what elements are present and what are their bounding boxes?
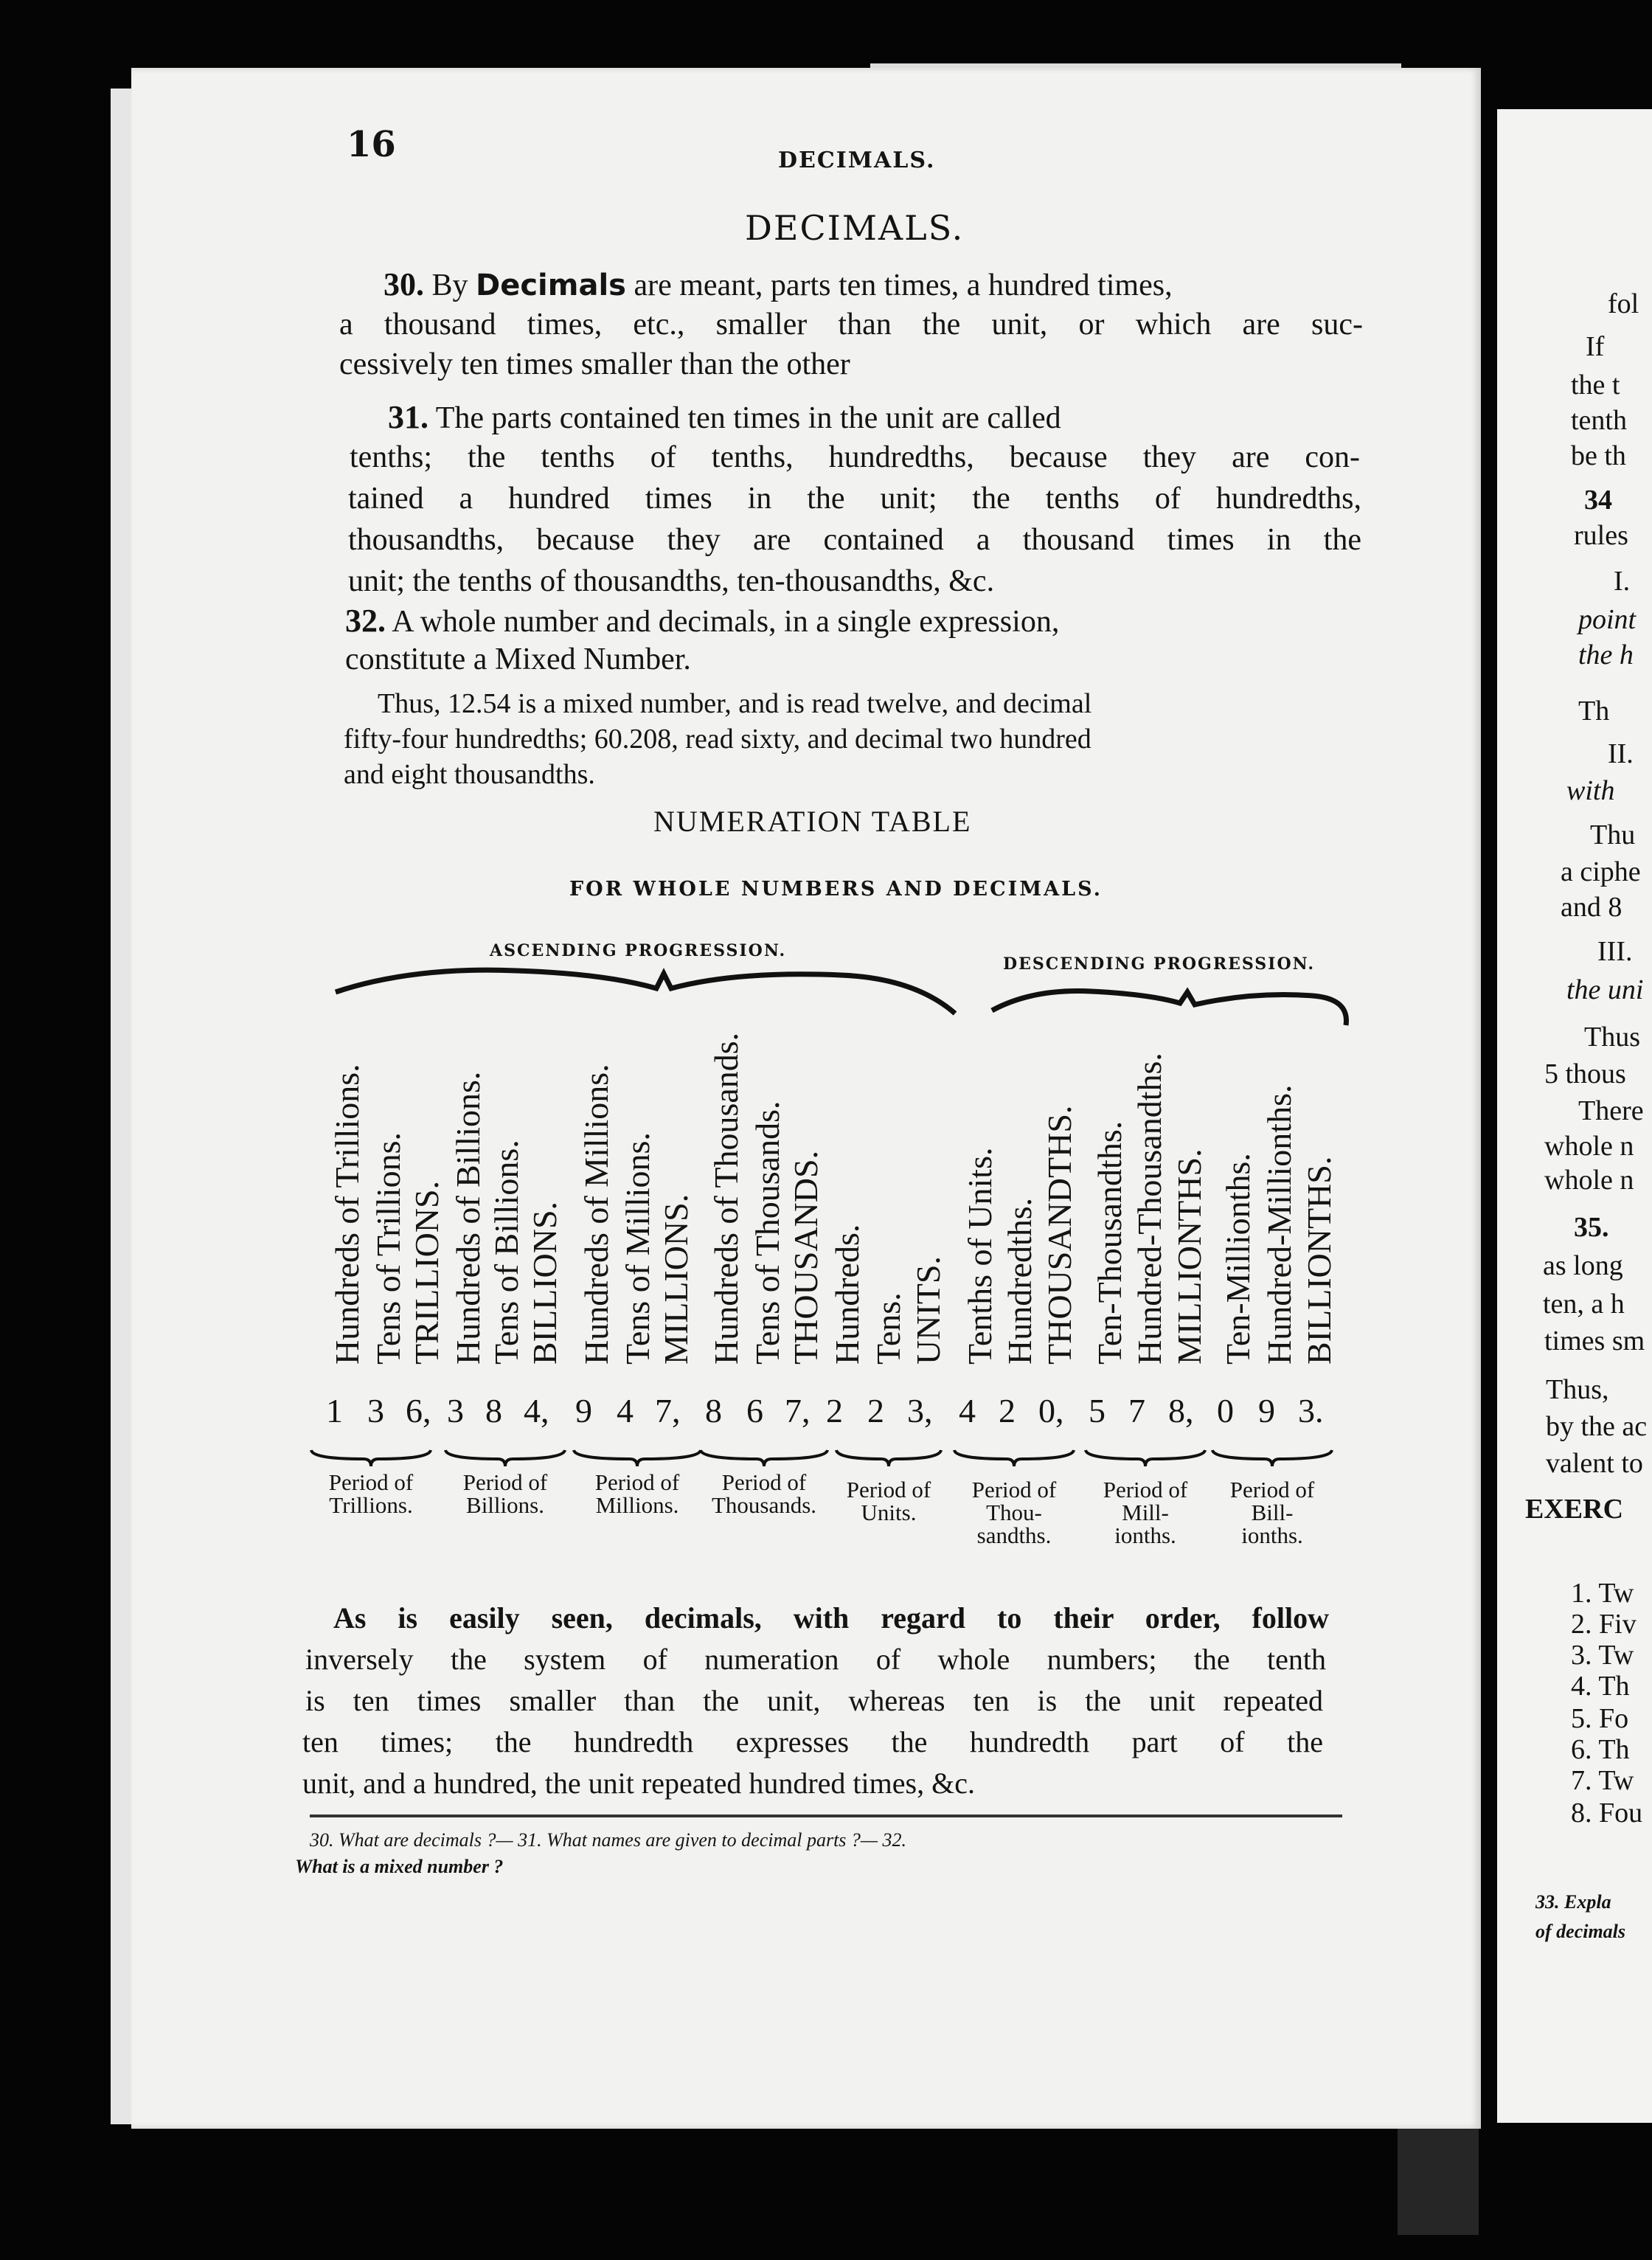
right-page-line: If xyxy=(1586,331,1605,362)
digit: 0 xyxy=(1217,1392,1234,1429)
column-label: Hundredths. xyxy=(1001,1197,1038,1365)
term-decimals: Decimals xyxy=(476,268,626,302)
example-line-3: and eight thousandths. xyxy=(344,759,595,790)
period-brace xyxy=(833,1447,944,1469)
period-label-line: Period of xyxy=(328,1469,414,1495)
digit: 4, xyxy=(524,1392,549,1429)
digit: 2 xyxy=(999,1392,1016,1429)
right-page-line: Thus, xyxy=(1546,1374,1609,1405)
right-page-line: whole n xyxy=(1544,1131,1634,1162)
right-page-line: be th xyxy=(1571,440,1626,471)
right-page-line: fol xyxy=(1608,288,1639,319)
column-label: Tenths of Units. xyxy=(961,1147,999,1365)
period-label-line: ionths. xyxy=(1114,1522,1176,1548)
right-page-line: a ciphe xyxy=(1561,856,1641,887)
right-page-line: the h xyxy=(1578,639,1634,670)
right-page-line: valent to xyxy=(1546,1448,1643,1479)
right-page-line: times sm xyxy=(1544,1325,1645,1356)
right-page-line: 7. Tw xyxy=(1571,1765,1634,1796)
ascending-brace xyxy=(336,970,955,1013)
paragraph-30-line-3: cessively ten times smaller than the other xyxy=(339,347,850,381)
footnote-rule xyxy=(310,1814,1342,1817)
period-label-line: Period of xyxy=(1229,1477,1315,1502)
right-page-line: 2. Fiv xyxy=(1571,1609,1637,1640)
paragraph-31-line-2: tenths; the tenths of tenths, hundredths, because they are con- xyxy=(350,440,1360,474)
column-label: Tens of Trillions. xyxy=(369,1131,407,1365)
right-page-line: 6. Th xyxy=(1571,1734,1630,1765)
digit: 3. xyxy=(1298,1392,1324,1429)
period-brace xyxy=(1210,1447,1335,1469)
right-page-line: of decimals xyxy=(1535,1921,1626,1942)
digit: 8 xyxy=(705,1392,722,1429)
closing-line-4: ten times; the hundredth expresses the hundredth part of the xyxy=(302,1725,1323,1758)
digit: 6, xyxy=(406,1392,431,1429)
period-brace xyxy=(698,1447,830,1469)
example-line-1: Thus, 12.54 is a mixed number, and is read twelve, and decimal xyxy=(378,688,1092,719)
period-brace-path xyxy=(574,1450,701,1466)
digit: 8, xyxy=(1168,1392,1194,1429)
page-title: DECIMALS. xyxy=(745,208,965,248)
period-brace-path xyxy=(311,1450,431,1466)
column-label: Hundreds. xyxy=(828,1224,866,1365)
digit: 2 xyxy=(867,1392,884,1429)
column-label: Hundreds of Trillions. xyxy=(328,1064,366,1365)
column-label: Tens of Millions. xyxy=(619,1132,656,1365)
column-label: BILLIONTHS. xyxy=(1300,1156,1338,1365)
digit: 9 xyxy=(1258,1392,1275,1429)
paragraph-32-line-2: constitute a Mixed Number. xyxy=(345,642,691,676)
right-page-line: Thus xyxy=(1584,1022,1640,1053)
period-label-line: Trillions. xyxy=(329,1492,413,1518)
descending-brace xyxy=(992,991,1346,1025)
right-page-line: Th xyxy=(1578,696,1610,727)
column-label: Ten-Millionths. xyxy=(1219,1153,1257,1365)
period-brace xyxy=(951,1447,1077,1469)
paragraph-31-line-4: thousandths, because they are contained a thousand times in the xyxy=(348,523,1361,557)
right-page-line: 33. Expla xyxy=(1535,1891,1611,1913)
column-label: Hundreds of Millions. xyxy=(577,1064,615,1365)
period-label xyxy=(301,1471,441,1517)
period-label xyxy=(944,1478,1084,1547)
right-page-line: tenth xyxy=(1571,405,1627,436)
period-label-line: Period of xyxy=(721,1469,807,1495)
descending-label: DESCENDING PROGRESSION. xyxy=(1003,954,1315,974)
right-page-line: with xyxy=(1566,775,1615,806)
running-head: DECIMALS. xyxy=(778,148,936,173)
column-label: MILLIONTHS. xyxy=(1170,1148,1208,1365)
footnote-line-2: What is a mixed number ? xyxy=(295,1856,504,1877)
right-page-line: 4. Th xyxy=(1571,1671,1630,1702)
period-label-line: Period of xyxy=(846,1477,931,1502)
right-page-line: 34 xyxy=(1584,485,1612,516)
right-page-line: Thu xyxy=(1590,819,1636,850)
right-page-line: and 8 xyxy=(1561,892,1622,923)
paragraph-31-line-3: tained a hundred times in the unit; the tenths of hundredths, xyxy=(348,482,1361,516)
column-label: Tens. xyxy=(870,1292,907,1365)
paragraph-number: 32. xyxy=(345,603,386,639)
digit: 8 xyxy=(485,1392,502,1429)
table-subtitle: FOR WHOLE NUMBERS AND DECIMALS. xyxy=(569,878,1103,901)
closing-line-5: unit, and a hundred, the unit repeated hundred times, &c. xyxy=(302,1767,975,1800)
column-label: THOUSANDTHS. xyxy=(1041,1105,1078,1365)
column-label: Tens of Billions. xyxy=(487,1140,525,1365)
period-brace xyxy=(308,1447,434,1469)
right-page-line: point xyxy=(1578,604,1637,635)
period-label-line: Thousands. xyxy=(711,1492,817,1518)
period-brace-path xyxy=(1086,1450,1205,1466)
period-brace xyxy=(1083,1447,1208,1469)
right-page-line: the t xyxy=(1571,370,1620,401)
column-label: BILLIONS. xyxy=(526,1201,563,1365)
column-label: Hundreds of Billions. xyxy=(449,1071,487,1365)
period-label-line: Millions. xyxy=(595,1492,679,1518)
right-page-line: 35. xyxy=(1574,1212,1609,1243)
paragraph-number: 31. xyxy=(388,399,428,435)
digit: 3 xyxy=(447,1392,464,1429)
paragraph-lead: By xyxy=(431,268,468,302)
period-label-line: sandths. xyxy=(976,1522,1052,1548)
period-label-line: Period of xyxy=(971,1477,1057,1502)
digit: 5 xyxy=(1089,1392,1106,1429)
digit: 4 xyxy=(959,1392,976,1429)
right-page-line: 1. Tw xyxy=(1571,1578,1634,1609)
digit: 3, xyxy=(907,1392,933,1429)
column-label: Hundred-Millionths. xyxy=(1260,1084,1298,1365)
column-label: THOUSANDS. xyxy=(787,1150,825,1365)
right-page-line: as long xyxy=(1543,1250,1623,1281)
period-label xyxy=(563,1471,711,1517)
right-page-line: 5. Fo xyxy=(1571,1703,1629,1734)
paragraph-31-line-5: unit; the tenths of thousandths, ten-thousandths, &c. xyxy=(348,564,995,598)
period-brace-path xyxy=(701,1450,827,1466)
period-label xyxy=(1075,1478,1215,1547)
right-page-line: There xyxy=(1578,1095,1644,1126)
period-brace xyxy=(571,1447,704,1469)
digit: 9 xyxy=(575,1392,592,1429)
period-label xyxy=(1202,1478,1342,1547)
paragraph-text: A whole number and decimals, in a single expression, xyxy=(392,605,1060,639)
period-label-line: Billions. xyxy=(466,1492,544,1518)
period-label xyxy=(690,1471,838,1517)
period-brace-path xyxy=(836,1450,941,1466)
column-label: Hundreds of Thousands. xyxy=(707,1032,745,1365)
period-label-line: Units. xyxy=(861,1500,917,1525)
closing-line-1: As is easily seen, decimals, with regard to their order, follow xyxy=(333,1601,1329,1635)
example-line-2: fifty-four hundredths; 60.208, read sixty, and decimal two hundred xyxy=(344,724,1092,755)
column-label: Hundred-Thousandths. xyxy=(1131,1053,1168,1365)
period-brace xyxy=(442,1447,568,1469)
digit: 3 xyxy=(367,1392,384,1429)
period-brace-path xyxy=(1212,1450,1332,1466)
period-label-line: Bill- xyxy=(1251,1500,1294,1525)
right-page-line: EXERC xyxy=(1525,1494,1624,1525)
column-label: Tens of Thousands. xyxy=(749,1100,786,1365)
table-title: NUMERATION TABLE xyxy=(653,805,972,838)
paragraph-number: 30. xyxy=(384,266,424,302)
column-label: UNITS. xyxy=(909,1256,947,1365)
digit: 0, xyxy=(1038,1392,1064,1429)
period-label-line: ionths. xyxy=(1241,1522,1303,1548)
right-page-line: 5 thous xyxy=(1544,1058,1626,1089)
period-label-line: Period of xyxy=(462,1469,548,1495)
digit: 6 xyxy=(746,1392,763,1429)
period-label xyxy=(435,1471,575,1517)
paragraph-30-line-2: a thousand times, etc., smaller than the unit, or which are suc- xyxy=(339,308,1363,342)
digit: 7, xyxy=(655,1392,681,1429)
period-label xyxy=(826,1478,951,1524)
page-number: 16 xyxy=(347,124,396,165)
digit: 4 xyxy=(617,1392,634,1429)
digit: 1 xyxy=(326,1392,343,1429)
footnote-line-1: 30. What are decimals ?— 31. What names are given to decimal parts ?— 32. xyxy=(310,1829,907,1851)
right-page-line: I. xyxy=(1614,566,1631,597)
right-page-line: II. xyxy=(1608,738,1634,769)
column-label: Ten-Thousandths. xyxy=(1091,1120,1128,1365)
digit: 2 xyxy=(826,1392,843,1429)
period-label-line: Thou- xyxy=(986,1500,1042,1525)
right-page-line: the uni xyxy=(1566,974,1644,1005)
digit: 7 xyxy=(1128,1392,1145,1429)
column-label: MILLIONS. xyxy=(657,1193,695,1365)
closing-line-3: is ten times smaller than the unit, whereas ten is the unit repeated xyxy=(305,1684,1323,1717)
period-label-line: Period of xyxy=(1103,1477,1188,1502)
paragraph-text: are meant, parts ten times, a hundred times, xyxy=(634,268,1173,302)
period-label-line: Period of xyxy=(594,1469,680,1495)
closing-line-2: inversely the system of numeration of whole numbers; the tenth xyxy=(305,1643,1326,1676)
column-label: TRILLIONS. xyxy=(408,1180,445,1365)
period-brace-path xyxy=(954,1450,1074,1466)
right-page-line: 3. Tw xyxy=(1571,1640,1634,1671)
right-page-line: whole n xyxy=(1544,1165,1634,1196)
right-page-line: by the ac xyxy=(1546,1411,1648,1442)
paragraph-text: The parts contained ten times in the unit are called xyxy=(435,401,1061,435)
right-page-line: 8. Fou xyxy=(1571,1798,1643,1829)
ascending-label: ASCENDING PROGRESSION. xyxy=(490,941,787,960)
right-page-line: ten, a h xyxy=(1543,1289,1625,1320)
right-page-line: III. xyxy=(1597,936,1633,967)
digit: 7, xyxy=(785,1392,811,1429)
right-page-line: rules xyxy=(1574,520,1628,551)
period-brace-path xyxy=(445,1450,565,1466)
period-label-line: Mill- xyxy=(1122,1500,1169,1525)
